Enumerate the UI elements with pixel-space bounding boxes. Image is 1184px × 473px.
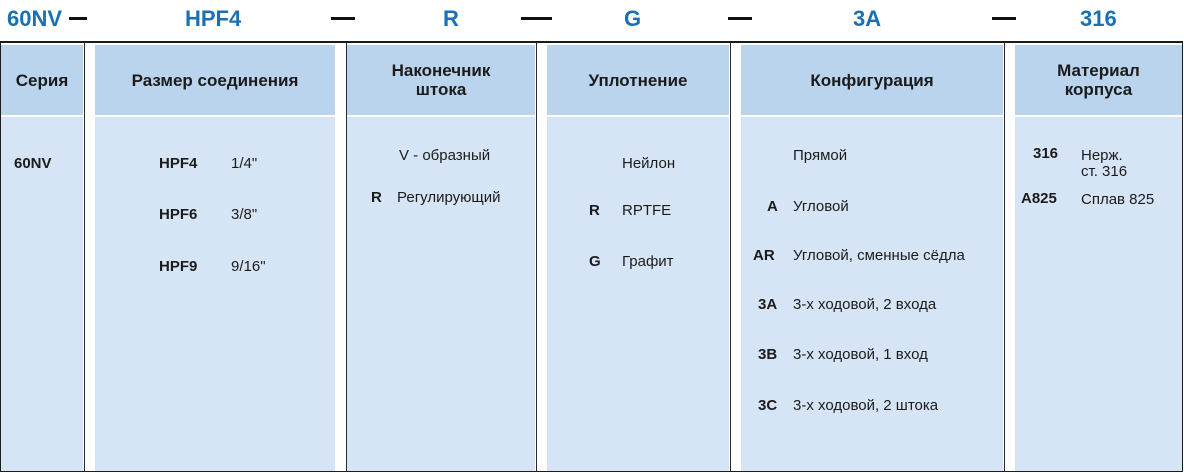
column-divider: [536, 43, 537, 471]
material-code: A825: [1021, 190, 1057, 207]
header-series-label: Серия: [15, 70, 69, 90]
seal-label: RPTFE: [622, 202, 672, 219]
seal-label: Нейлон: [622, 155, 676, 172]
config-label: Угловой, сменные сёдла: [793, 247, 965, 264]
series-code: 60NV: [14, 155, 52, 172]
header-seal-label: Уплотнение: [588, 70, 688, 90]
code-dash: [992, 17, 1016, 20]
seal-code: G: [589, 253, 601, 270]
seal-code: R: [589, 202, 600, 219]
header-tip-label: Наконечник штока: [391, 61, 491, 99]
code-dash: [69, 17, 87, 20]
config-code: 3B: [758, 346, 778, 363]
header-tip: [347, 45, 535, 115]
seal-label: Графит: [622, 253, 674, 270]
ordering-code-line: [0, 0, 1184, 40]
config-label: Прямой: [793, 147, 848, 164]
column-divider: [1004, 43, 1005, 471]
column-tip-body: [347, 117, 535, 471]
config-code: AR: [753, 247, 775, 264]
code-dash: [331, 17, 355, 20]
column-divider: [84, 43, 85, 471]
header-material: [1015, 45, 1182, 115]
column-config-body: [741, 117, 1003, 471]
column-config: [741, 43, 1003, 471]
code-config: 3A: [853, 6, 882, 31]
header-material-label: Материал корпуса: [1057, 61, 1140, 99]
material-label: Нерж.: [1081, 147, 1123, 164]
tip-label: V - образный: [399, 147, 491, 164]
material-code: 316: [1033, 145, 1059, 162]
size-value: 1/4": [231, 155, 258, 172]
size-code: HPF9: [159, 258, 198, 275]
header-series: [1, 45, 83, 115]
header-size-label: Размер соединения: [131, 70, 299, 90]
config-label: 3-х ходовой, 2 штока: [793, 397, 939, 414]
column-size-body: [95, 117, 335, 471]
header-seal: [547, 45, 729, 115]
header-size: [95, 45, 335, 115]
size-value: 3/8": [231, 206, 258, 223]
column-material: [1015, 43, 1182, 471]
material-label: Сплав 825: [1081, 191, 1155, 208]
column-divider: [730, 43, 731, 471]
column-material-body: [1015, 117, 1182, 471]
code-tip: R: [443, 6, 459, 31]
tip-label: Регулирующий: [397, 189, 501, 206]
config-label: 3-х ходовой, 1 вход: [793, 346, 928, 363]
config-code: A: [767, 198, 778, 215]
ordering-table: [0, 41, 1183, 472]
code-size: HPF4: [185, 6, 242, 31]
column-size: [95, 43, 335, 471]
config-code: 3C: [758, 397, 778, 414]
material-label-line2: ст. 316: [1081, 163, 1128, 180]
code-seal: G: [624, 6, 642, 31]
column-seal-body: [547, 117, 729, 471]
column-series: [1, 43, 83, 471]
header-config-label: Конфигурация: [810, 70, 934, 90]
code-dash: [728, 17, 752, 20]
header-config: [741, 45, 1003, 115]
tip-code: R: [371, 189, 382, 206]
config-label: Угловой: [793, 198, 849, 215]
code-material: 316: [1080, 6, 1117, 31]
size-code: HPF4: [159, 155, 198, 172]
code-dash: [521, 17, 552, 20]
size-value: 9/16": [231, 258, 266, 275]
config-label: 3-х ходовой, 2 входа: [793, 296, 937, 313]
column-seal: [547, 43, 729, 471]
size-code: HPF6: [159, 206, 198, 223]
column-series-body: [1, 117, 83, 471]
config-code: 3A: [758, 296, 778, 313]
column-tip: [347, 43, 535, 471]
code-series: 60NV: [7, 6, 63, 31]
